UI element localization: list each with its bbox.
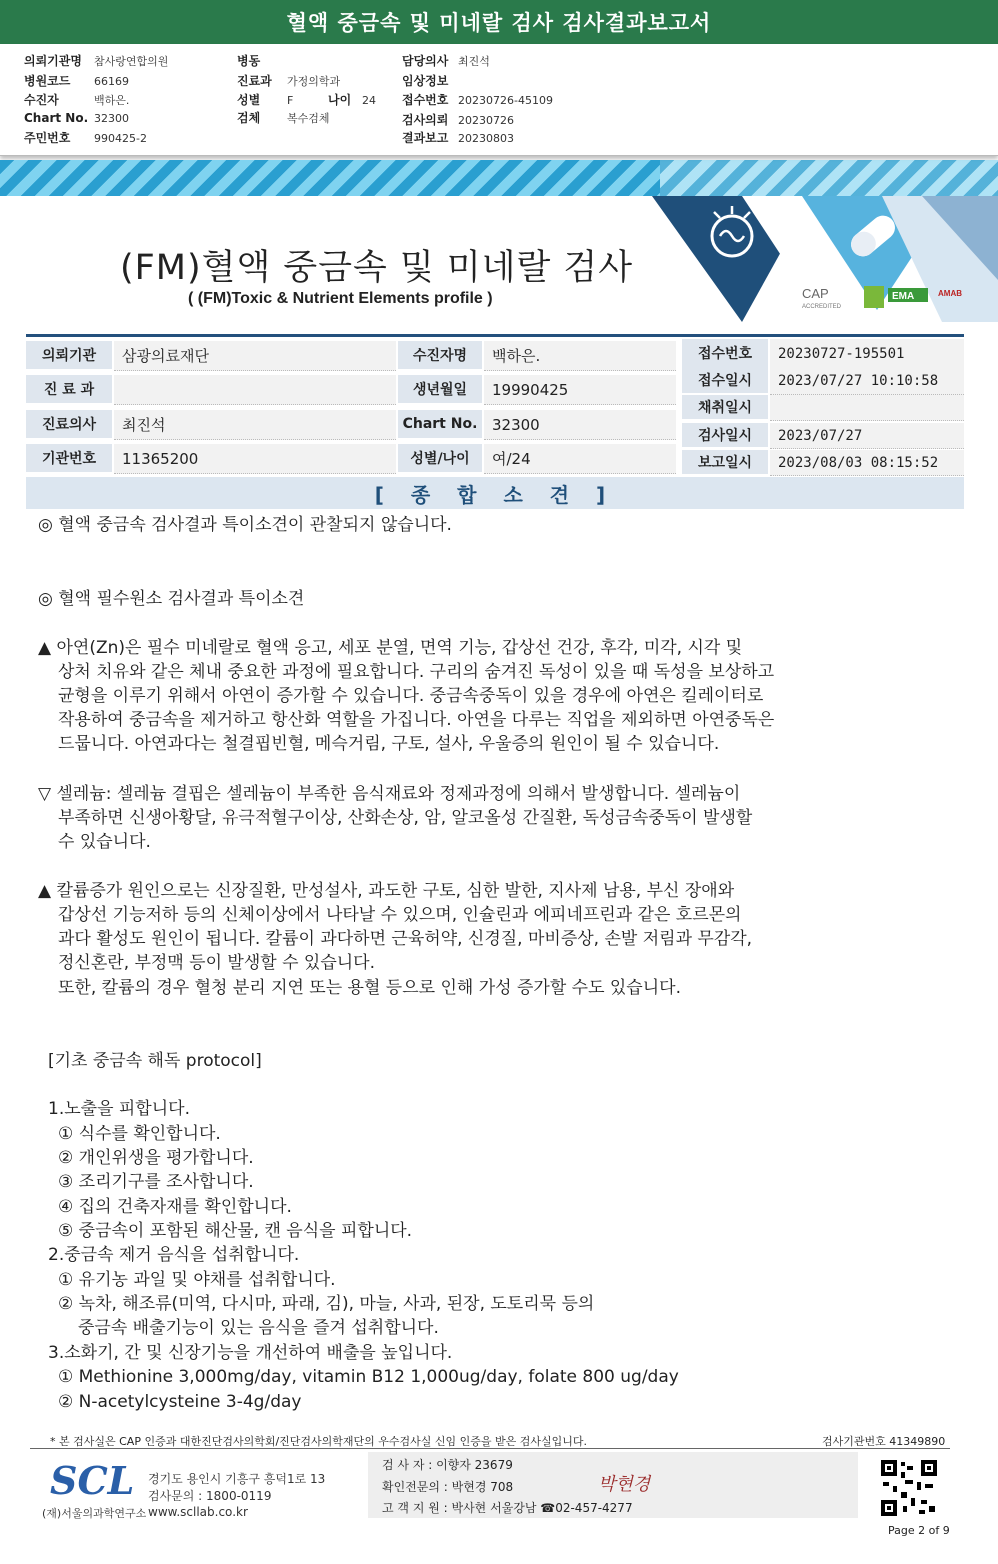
info-row (237, 72, 340, 89)
potassium-paragraph-line: 갑상선 기능저하 등의 신체이상에서 나타날 수 있으며, 인슐린과 에피네프린과 같은 호르몬의 (58, 905, 742, 925)
protocol-item: ③ 조리기구를 조사합니다. (58, 1172, 254, 1192)
protocol-item: ② 녹차, 해조류(미역, 다시마, 파래, 김), 마늘, 사과, 된장, 도토리묵 등의 (58, 1294, 595, 1314)
customer-support: 고 객 지 원 : 박사현 서울강남 ☎02-457-4277 (382, 1501, 633, 1515)
tester: 검 사 자 : 이향자 23679 (382, 1458, 513, 1472)
value-receipt-no: 20230727-195501 (770, 339, 964, 369)
banner-title: 혈액 중금속 및 미네랄 검사 검사결과보고서 (0, 0, 998, 44)
potassium-paragraph-line: 또한, 칼륨의 경우 혈청 분리 지연 또는 용혈 등으로 인해 가성 증가할 수도 있습니다. (58, 978, 681, 998)
info-key: 검사의뢰 (402, 113, 449, 127)
info-row (24, 111, 129, 125)
value-org-no: 11365200 (114, 444, 396, 474)
value-test-time: 2023/07/27 (770, 423, 964, 449)
info-value: 66169 (94, 75, 129, 88)
info-row (402, 91, 553, 108)
protocol-item: ① 유기농 과일 및 야채를 섭취합니다. (58, 1270, 336, 1290)
protocol-step: 1.노출을 피합니다. (48, 1099, 190, 1119)
page-number: Page 2 of 9 (888, 1524, 950, 1537)
protocol-step: 2.중금속 제거 음식을 섭취합니다. (48, 1245, 300, 1265)
scl-logo: SCL (50, 1458, 135, 1503)
label-doctor: 진료의사 (26, 410, 112, 440)
zinc-paragraph-line: 상처 치유와 같은 체내 중요한 과정에 필요합니다. 구리의 숨겨진 독성이 있을 때 독성을 보상하고 (58, 662, 775, 682)
lab-website[interactable]: www.scllab.co.kr (148, 1505, 248, 1519)
info-value: 복수검체 (287, 112, 330, 125)
potassium-paragraph-line: 과다 활성도 원인이 됩니다. 칼륨이 과다하면 근육허약, 신경질, 마비증상, 손발 저림과 무감각, (58, 929, 753, 949)
header-stripe (0, 160, 660, 196)
amab-logo: AMAB (938, 289, 962, 298)
label-department: 진 료 과 (26, 375, 112, 405)
protocol-item: ① 식수를 확인합니다. (58, 1124, 221, 1144)
label-chart-no: Chart No. (398, 410, 482, 440)
value-department (114, 375, 396, 405)
info-row (24, 72, 129, 89)
value-report-time: 2023/08/03 08:15:52 (770, 450, 964, 476)
report-title: (FM)혈액 중금속 및 미네랄 검사 (120, 248, 634, 288)
cap-logo: CAP (802, 286, 829, 301)
age-row (328, 91, 376, 108)
lab-address: 경기도 용인시 기흥구 흥덕1로 13 (148, 1472, 326, 1486)
heavy-metal-finding: ◎ 혈액 중금속 검사결과 특이소견이 관찰되지 않습니다. (38, 515, 452, 535)
label-receipt-time: 접수일시 (682, 367, 768, 395)
potassium-paragraph-line: ▲ 칼륨증가 원인으로는 신장질환, 만성설사, 과도한 구토, 심한 발한, 지사제 남용, 부신 장애와 (38, 881, 735, 901)
protocol-item: ① Methionine 3,000mg/day, vitamin B12 1,000ug/day, folate 800 ug/day (58, 1367, 679, 1387)
info-row (24, 129, 147, 146)
info-row (237, 52, 287, 69)
info-value: 가정의학과 (287, 75, 341, 88)
value-patient-name: 백하은. (484, 341, 676, 371)
info-key: 성별 (237, 93, 261, 107)
protocol-item: 중금속 배출기능이 있는 음식을 즐겨 섭취합니다. (78, 1318, 439, 1338)
confirming-doctor: 확인전문의 : 박현경 708 (382, 1480, 514, 1494)
protocol-item: ④ 집의 건축자재를 확인합니다. (58, 1197, 292, 1217)
summary-title: [ 종 합 소 견 ] (26, 477, 964, 509)
info-row (237, 109, 330, 126)
info-row (402, 72, 458, 89)
info-value: 참사랑연합의원 (94, 55, 169, 68)
label-receipt-no: 접수번호 (682, 339, 768, 369)
info-value: 백하은. (94, 94, 130, 107)
value-collection-time (770, 395, 964, 421)
patient-table (26, 334, 964, 474)
label-sex-age: 성별/나이 (398, 444, 482, 474)
zinc-paragraph-line: 작용하여 중금속을 제거하고 항산화 역할을 가집니다. 아연을 다루는 직업을 제외하면 아연중독은 (58, 710, 775, 730)
value-sex-age: 여/24 (484, 444, 676, 474)
info-row (402, 129, 514, 146)
info-row (402, 52, 490, 69)
info-row (237, 91, 293, 108)
value-doctor: 최진석 (114, 410, 396, 440)
label-collection-time: 채취일시 (682, 395, 768, 421)
doctor-signature: 박현경 (598, 1474, 651, 1495)
header-artwork (652, 160, 998, 322)
info-key: 검체 (237, 111, 261, 125)
age-key: 나이 (328, 93, 352, 107)
value-institution: 삼광의료재단 (114, 341, 396, 371)
info-value: F (287, 94, 294, 107)
qr-code-icon (881, 1460, 937, 1516)
info-value: 20230803 (458, 132, 514, 145)
info-key: 진료과 (237, 74, 272, 88)
info-key: 의뢰기관명 (24, 54, 82, 68)
info-key: 수진자 (24, 93, 59, 107)
value-birthdate: 19990425 (484, 375, 676, 405)
label-birthdate: 생년월일 (398, 375, 482, 405)
protocol-item: ② N-acetylcysteine 3-4g/day (58, 1392, 302, 1412)
info-key: 결과보고 (402, 131, 449, 145)
ema-logo: EMA (892, 291, 915, 302)
protocol-heading: [기초 중금속 해독 protocol] (48, 1051, 262, 1071)
info-key: 병원코드 (24, 74, 71, 88)
selenium-paragraph-line: ▽ 셀레늄: 셀레늄 결핍은 셀레늄이 부족한 음식재료와 정제과정에 의해서 발생합니다. 셀레늄이 (38, 784, 741, 804)
footer-divider (30, 1448, 950, 1449)
info-row (402, 111, 514, 128)
lab-phone: 검사문의 : 1800-0119 (148, 1489, 272, 1503)
potassium-paragraph-line: 정신혼란, 부정맥 등이 발생할 수 있습니다. (58, 953, 376, 973)
selenium-paragraph-line: 부족하면 신생아황달, 유극적혈구이상, 산화손상, 암, 알코올성 간질환, 독성금속중독이 발생할 (58, 808, 753, 828)
selenium-paragraph-line: 수 있습니다. (58, 832, 151, 852)
essential-element-heading: ◎ 혈액 필수원소 검사결과 특이소견 (38, 589, 305, 609)
protocol-step: 3.소화기, 간 및 신장기능을 개선하여 배출을 높입니다. (48, 1343, 453, 1363)
scl-org-name: (재)서울의과학연구소 (42, 1507, 147, 1520)
age-value: 24 (362, 94, 376, 107)
label-institution: 의뢰기관 (26, 341, 112, 371)
value-chart-no: 32300 (484, 410, 676, 440)
info-value: 20230726-45109 (458, 94, 553, 107)
info-value: 20230726 (458, 114, 514, 127)
info-row (24, 91, 129, 108)
info-key: 주민번호 (24, 131, 71, 145)
info-key: 임상정보 (402, 74, 449, 88)
info-key: Chart No. (24, 111, 89, 125)
top-info-panel (0, 44, 998, 156)
label-test-time: 검사일시 (682, 423, 768, 449)
label-patient-name: 수진자명 (398, 341, 482, 371)
zinc-paragraph-line: 균형을 이루기 위해서 아연이 증가할 수 있습니다. 중금속중독이 있을 경우에 아연은 킬레이터로 (58, 686, 764, 706)
label-org-no: 기관번호 (26, 444, 112, 474)
value-receipt-time: 2023/07/27 10:10:58 (770, 367, 964, 395)
certification-note: * 본 검사실은 CAP 인증과 대한진단검사의학회/진단검사의학재단의 우수검사실 신임 인증을 받은 검사실입니다. (50, 1435, 588, 1448)
info-key: 병동 (237, 54, 261, 68)
info-key: 접수번호 (402, 93, 449, 107)
zinc-paragraph-line: ▲ 아연(Zn)은 필수 미네랄로 혈액 응고, 세포 분열, 면역 기능, 갑상선 건강, 후각, 미각, 시각 및 (38, 638, 743, 658)
info-value: 최진석 (458, 55, 490, 68)
label-report-time: 보고일시 (682, 450, 768, 476)
info-value: 990425-2 (94, 132, 147, 145)
lab-code: 검사기관번호 41349890 (822, 1435, 946, 1448)
info-row (24, 52, 168, 69)
cap-logo-sub: ACCREDITED (802, 304, 842, 310)
zinc-paragraph-line: 드뭅니다. 아연과다는 철결핍빈혈, 메슥거림, 구토, 설사, 우울증의 원인이 될 수 있습니다. (58, 734, 720, 754)
info-value: 32300 (94, 112, 129, 125)
report-subtitle: ( (FM)Toxic & Nutrient Elements profile ) (188, 290, 493, 307)
protocol-item: ② 개인위생을 평가합니다. (58, 1148, 254, 1168)
protocol-item: ⑤ 중금속이 포함된 해산물, 캔 음식을 피합니다. (58, 1221, 413, 1241)
info-key: 담당의사 (402, 54, 449, 68)
